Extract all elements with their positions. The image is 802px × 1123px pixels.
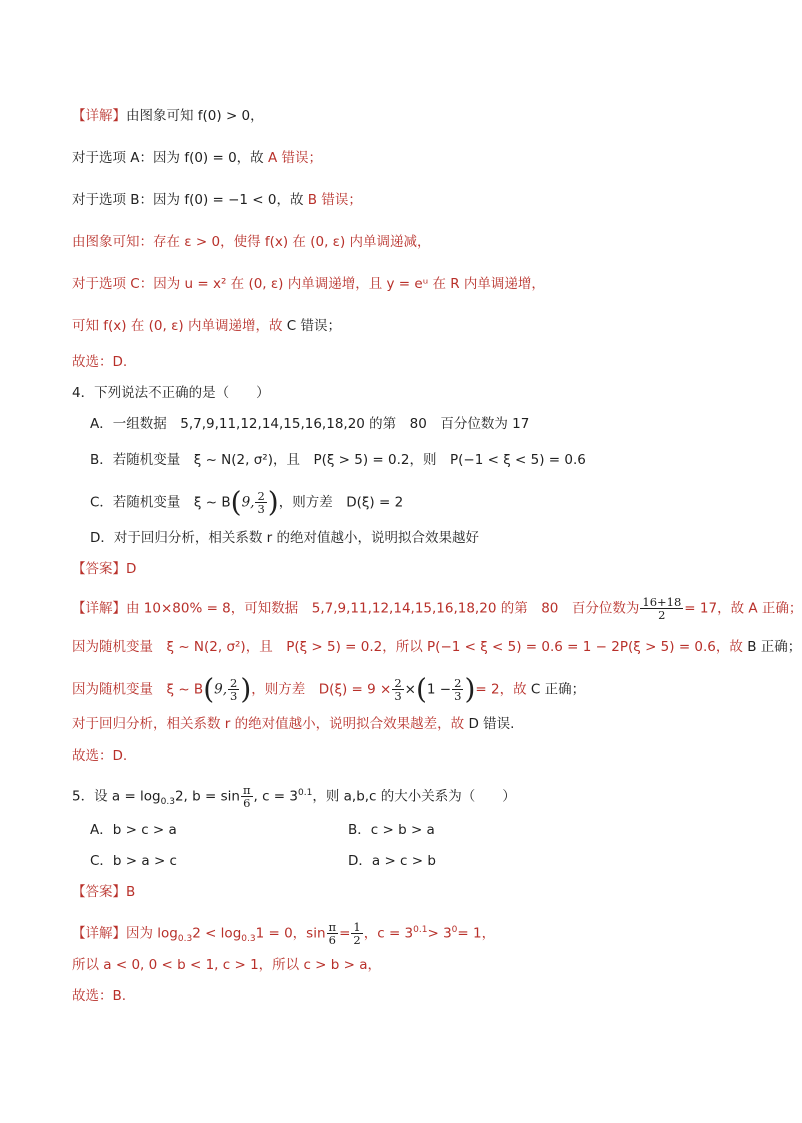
text: = 1， <box>457 925 496 942</box>
fraction <box>452 677 463 702</box>
text: 由图象可知 f(0) > 0， <box>126 108 264 124</box>
text: , c = 3 <box>253 788 299 805</box>
denominator: 2 <box>658 608 666 622</box>
paren: ( <box>415 672 427 706</box>
q3-solution-line-6 <box>72 316 341 336</box>
denominator: 3 <box>394 689 402 703</box>
text: 5．设 a = log <box>72 788 161 805</box>
q5-option-c: C．b > a > c <box>90 853 177 869</box>
numerator: 2 <box>454 676 462 690</box>
text: ，c = 3 <box>363 925 414 942</box>
denominator: 2 <box>353 933 361 947</box>
superscript: 0.1 <box>413 925 428 935</box>
q5-option-d: D．a > c > b <box>348 853 436 869</box>
numerator: 1 <box>353 920 361 934</box>
text: × <box>404 681 416 698</box>
numerator: π <box>328 920 337 934</box>
solution-tag: 【详解】 <box>72 108 126 124</box>
text: 对于回归分析，相关系数 r 的绝对值越小，说明拟合效果越差，故 <box>72 716 469 732</box>
q4-solution-line-2 <box>72 637 801 657</box>
numerator: 16+18 <box>642 595 682 609</box>
text: 因为 log <box>126 925 178 942</box>
subscript: 0.3 <box>177 934 193 945</box>
q4-stem: 4．下列说法不正确的是（ ） <box>72 385 270 401</box>
q4-option-b: B．若随机变量 ξ ~ N(2, σ²)，且 P(ξ > 5) = 0.2，则 P(−1 < ξ < 5) = 0.6 <box>90 452 586 468</box>
q4-solution-line-4 <box>72 714 514 734</box>
verdict-text: C 错误； <box>286 318 341 334</box>
text: 因为随机变量 ξ ~ B <box>72 681 204 698</box>
q5-stem <box>72 783 516 812</box>
solution-tag: 【详解】 <box>72 600 126 617</box>
q4-option-c <box>90 485 404 519</box>
paren: ( <box>203 672 215 706</box>
text: 2, b = sin <box>174 788 240 805</box>
fraction <box>255 490 266 515</box>
verdict-text: D 错误. <box>468 716 515 732</box>
q5-solution-line-1 <box>72 920 495 949</box>
fraction <box>640 596 683 621</box>
q3-solution-line-5: 对于选项 C：因为 u = x² 在 (0, ε) 内单调递增，且 y = eᵘ 在 R 内单调递增， <box>72 276 545 292</box>
verdict-text: B 正确； <box>747 639 802 655</box>
numerator: 2 <box>230 676 238 690</box>
text: C．若随机变量 ξ ~ B <box>90 494 231 511</box>
text: 对于选项 A：因为 f(0) = 0，故 <box>72 150 268 166</box>
q4-solution-line-3 <box>72 672 586 706</box>
q4-option-d: D．对于回归分析，相关系数 r 的绝对值越小，说明拟合效果越好 <box>90 530 480 546</box>
text: ，则 a,b,c 的大小关系为（ ） <box>312 788 516 805</box>
superscript: 0.1 <box>298 788 313 798</box>
fraction <box>241 784 253 809</box>
answer-tag: 【答案】 <box>72 561 126 577</box>
paren: ( <box>230 485 242 519</box>
q4-answer <box>72 559 136 579</box>
denominator: 6 <box>328 933 336 947</box>
text: 可知 f(x) 在 (0, ε) 内单调递增，故 <box>72 318 287 334</box>
q4-choose: 故选：D. <box>72 748 128 764</box>
q4-solution-line-1 <box>72 596 802 621</box>
superscript: 0 <box>451 925 458 935</box>
text: 2 < log <box>192 925 242 942</box>
q5-answer <box>72 882 135 902</box>
denominator: 3 <box>454 689 462 703</box>
verdict-text: A 错误； <box>267 150 322 166</box>
denominator: 6 <box>243 796 251 810</box>
subscript: 0.3 <box>160 797 175 808</box>
text: 1 = 0，sin <box>255 925 326 942</box>
text: = 17，故 <box>684 600 749 617</box>
numerator: π <box>242 783 251 797</box>
denominator: 3 <box>257 502 265 516</box>
paren: ) <box>464 672 476 706</box>
text: = 2，故 <box>475 681 531 698</box>
text: ，则方差 D(ξ) = 2 <box>278 494 404 511</box>
text: ，则方差 D(ξ) = 9 × <box>251 681 392 698</box>
text: 9, <box>241 494 255 511</box>
verdict-text: A 正确； <box>748 600 802 617</box>
fraction <box>351 921 362 946</box>
q3-solution-line-4: 由图象可知：存在 ε > 0，使得 f(x) 在 (0, ε) 内单调递减， <box>72 234 431 250</box>
solution-tag: 【详解】 <box>72 925 126 942</box>
text: 1 − <box>426 681 452 698</box>
text: 9, <box>214 681 228 698</box>
verdict-text: C 正确； <box>530 681 586 698</box>
q5-solution-line-2: 所以 a < 0, 0 < b < 1, c > 1，所以 c > b > a， <box>72 957 381 973</box>
answer-value: B <box>126 884 136 900</box>
numerator: 2 <box>257 489 265 503</box>
text: 对于选项 B：因为 f(0) = −1 < 0，故 <box>72 192 308 208</box>
q4-option-a: A．一组数据 5,7,9,11,12,14,15,16,18,20 的第 80 百分位数为 17 <box>90 416 530 432</box>
answer-value: D <box>126 561 137 577</box>
numerator: 2 <box>394 676 402 690</box>
q3-solution-line-1 <box>72 106 264 126</box>
q5-choose: 故选：B. <box>72 988 127 1004</box>
q5-option-b: B．c > b > a <box>348 822 435 838</box>
text: 因为随机变量 ξ ~ N(2, σ²)，且 P(ξ > 5) = 0.2，所以 P(−1 < ξ < 5) = 0.6 = 1 − 2P(ξ > 5) = 0.6，故 <box>72 639 748 655</box>
q5-option-a: A．b > c > a <box>90 822 177 838</box>
fraction <box>327 921 339 946</box>
fraction <box>228 677 239 702</box>
text: = <box>339 925 351 942</box>
q3-solution-line-2 <box>72 148 322 168</box>
paren: ) <box>267 485 279 519</box>
q3-solution-line-3 <box>72 190 362 210</box>
q3-choose: 故选：D. <box>72 354 128 370</box>
text: 由 10×80% = 8，可知数据 5,7,9,11,12,14,15,16,18,20 的第 80 百分位数为 <box>126 600 640 617</box>
answer-tag: 【答案】 <box>72 884 126 900</box>
paren: ) <box>240 672 252 706</box>
subscript: 0.3 <box>241 934 256 945</box>
text: > 3 <box>427 925 452 942</box>
denominator: 3 <box>230 689 238 703</box>
verdict-text: B 错误； <box>307 192 362 208</box>
fraction <box>392 677 403 702</box>
